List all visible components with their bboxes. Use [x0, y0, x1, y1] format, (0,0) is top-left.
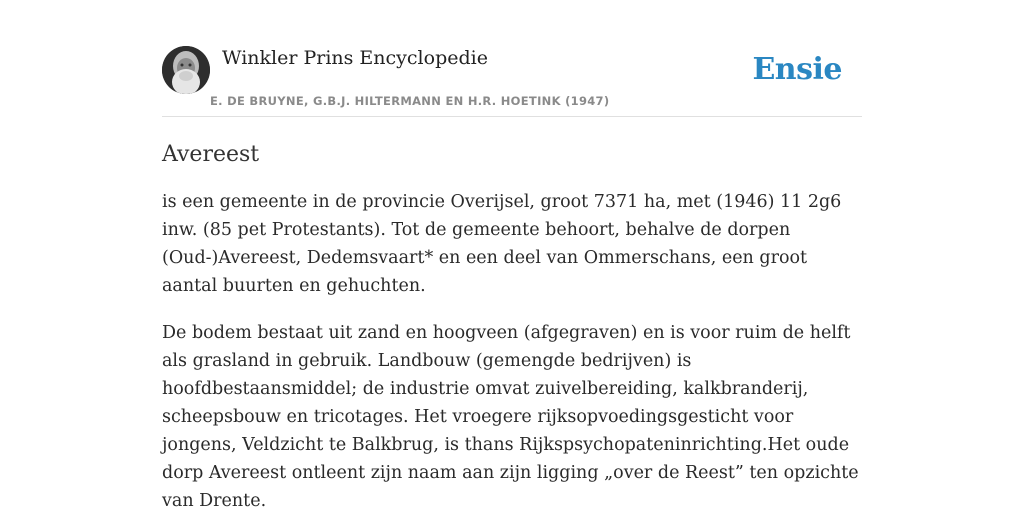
source-authors: E. DE BRUYNE, G.B.J. HILTERMANN EN H.R. HOETINK (1947)	[210, 94, 610, 108]
entry-paragraph: is een gemeente in de provincie Overijsel, groot 7371 ha, met (1946) 11 2g6 inw. (85 pet Protestants). Tot de gemeente behoort, behalve de dorpen (Oud-)Avereest, Dedemsvaart* en een deel van Ommerschans, een groot aantal buurten en gehuchten.	[162, 192, 842, 296]
entry-paragraph: De bodem bestaat uit zand en hoogveen (afgegraven) en is voor ruim de helft als grasland in gebruik. Landbouw (gemengde bedrijven) is hoofdbestaansmiddel; de industrie omvat zuivelbereiding, kalkbranderij, scheepsbouw en tricotages. Het vroegere rijksopvoedingsgesticht voor jongens, Veldzicht te Balkbrug, is thans Rijkspsychopateninrichting.Het oude dorp Avereest ontleent zijn naam aan zijn ligging „over de Reest” ten opzichte van Drente.	[162, 323, 859, 511]
entry-content	[162, 138, 862, 512]
entry-title: Avereest	[162, 142, 260, 167]
source-title[interactable]: Winkler Prins Encyclopedie	[222, 47, 488, 69]
author-portrait-icon	[162, 46, 210, 94]
avatar[interactable]	[162, 46, 210, 94]
brand-logo[interactable]: Ensie	[752, 52, 842, 87]
source-header	[162, 46, 862, 117]
